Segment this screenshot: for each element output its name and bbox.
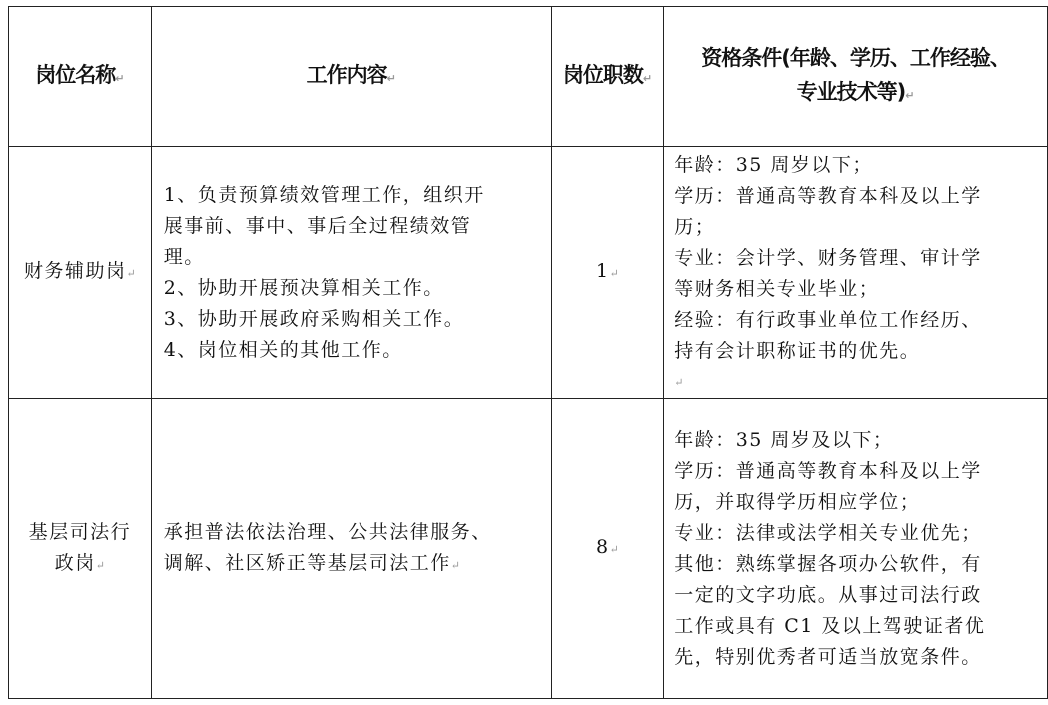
- position-cell: 基层司法行 政岗↵: [9, 399, 152, 699]
- content-cell: 承担普法依法治理、公共法律服务、 调解、社区矫正等基层司法工作↵: [151, 399, 551, 699]
- content-cell: 1、负责预算绩效管理工作，组织开 展事前、事中、事后全过程绩效管 理。 2、协助开展预决算相关工作。 3、协助开展政府采购相关工作。 4、岗位相关的其他工作。: [151, 147, 551, 399]
- header-qualifications: 资格条件(年龄、学历、工作经验、 专业技术等)↵: [664, 7, 1048, 147]
- header-job-content: 工作内容↵: [151, 7, 551, 147]
- headcount-cell: 1↵: [551, 147, 664, 399]
- qualifications-cell: 年龄：35 周岁及以下； 学历：普通高等教育本科及以上学 历，并取得学历相应学位； 专业：法律或法学相关专业优先； 其他：熟练掌握各项办公软件，有 一定的文字功底。从事过司法行政 工作或具有 C1 及以上驾驶证者优 先，特别优秀者可适当放宽条件。: [664, 399, 1048, 699]
- table-row: [9, 147, 1048, 399]
- header-headcount: 岗位职数↵: [551, 7, 664, 147]
- positions-table: [8, 6, 1048, 699]
- headcount-cell: 8↵: [551, 399, 664, 699]
- qualifications-cell: 年龄：35 周岁以下； 学历：普通高等教育本科及以上学 历； 专业：会计学、财务管理、审计学 等财务相关专业毕业； 经验：有行政事业单位工作经历、 持有会计职称证书的优先。 ↵: [664, 147, 1048, 399]
- position-cell: 财务辅助岗↵: [9, 147, 152, 399]
- header-row: [9, 7, 1048, 147]
- header-position-name: 岗位名称↵: [9, 7, 152, 147]
- table-row: [9, 399, 1048, 699]
